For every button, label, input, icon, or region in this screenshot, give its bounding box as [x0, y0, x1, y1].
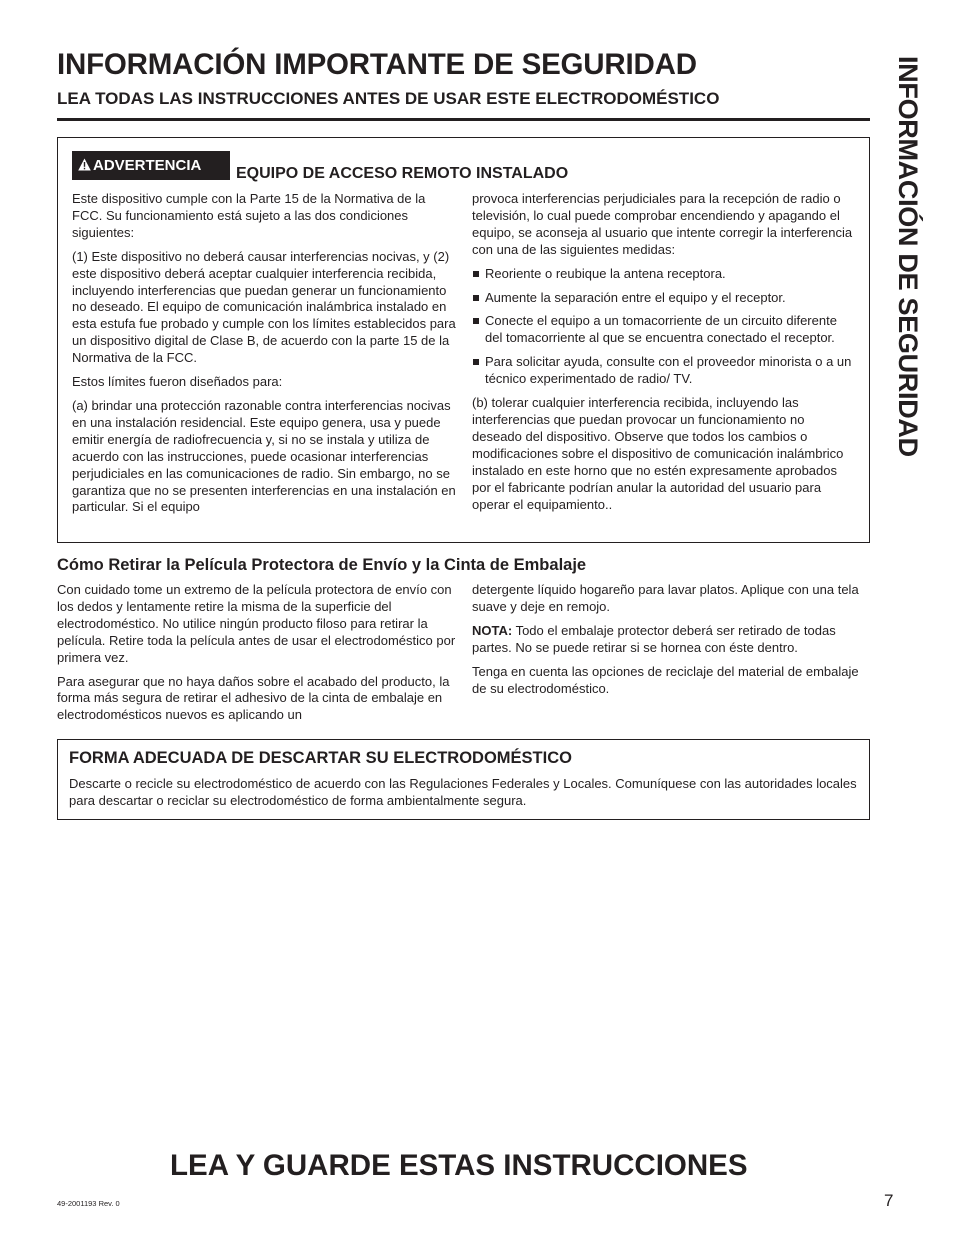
- list-item-text: Reoriente o reubique la antena receptora.: [485, 265, 726, 281]
- title-divider: [57, 118, 870, 121]
- list-item-text: Conecte el equipo a un tomacorriente de un circuito diferente del tomacorriente al que se encuentra conectado el receptor.: [485, 313, 837, 346]
- paragraph: (b) tolerar cualquier interferencia recibida, incluyendo las interferencias que puedan provocar un funcionamiento no deseado del dispositivo. Observe que todos los cambios o modificaciones sobre el dispositivo de comunicación inalámbrico instalado en este horno que no estén expresamente aprobados por el fabricante podrían anular la autoridad del usuario para operar el equipamiento..: [472, 395, 844, 512]
- list-item: [472, 354, 856, 388]
- note-paragraph: [472, 623, 874, 657]
- warning-left-column: [72, 191, 456, 523]
- paragraph: detergente líquido hogareño para lavar platos. Aplique con una tela suave y deje en remojo.: [472, 582, 859, 614]
- warning-heading: EQUIPO DE ACCESO REMOTO INSTALADO: [236, 165, 569, 182]
- side-tab-label: INFORMACIÓN DE SEGURIDAD: [893, 56, 923, 457]
- page-number: 7: [884, 1191, 894, 1210]
- removal-heading: Cómo Retirar la Película Protectora de Envío y la Cinta de Embalaje: [57, 556, 587, 574]
- warning-triangle-icon: [78, 158, 91, 171]
- warning-label: [72, 151, 230, 180]
- footer-title: LEA Y GUARDE ESTAS INSTRUCCIONES: [170, 1149, 748, 1182]
- page-title: INFORMACIÓN IMPORTANTE DE SEGURIDAD: [57, 48, 697, 81]
- bullet-square-icon: [473, 318, 479, 324]
- list-item: [472, 290, 856, 307]
- paragraph: Tenga en cuenta las opciones de reciclaje del material de embalaje de su electrodoméstico.: [472, 663, 859, 696]
- list-item: [472, 266, 856, 283]
- removal-right-column: [472, 582, 874, 704]
- paragraph: provoca interferencias perjudiciales para la recepción de radio o televisión, lo cual puede comprobar encendiendo y apagando el equipo, se aconseja al usuario que intente corregir la interferencia con una de las siguientes medidas:: [472, 191, 853, 257]
- paragraph: Para asegurar que no haya daños sobre el acabado del producto, la forma más segura de retirar el adhesivo de la cinta de embalaje en electrodomésticos nuevos es aplicando un: [57, 673, 450, 723]
- paragraph: Este dispositivo cumple con la Parte 15 de la Normativa de la FCC. Su funcionamiento está sujeto a las dos condiciones siguientes:: [72, 191, 426, 240]
- paragraph: (1) Este dispositivo no deberá causar interferencias nocivas, y (2) este dispositivo deberá aceptar cualquier interferencia recibida, incluyendo interferencias que puedan generar un funcionamiento no deseado. El equipo de comunicación inalámbrica instalado en esta estufa fue probado y cumple con los límites establecidos para un dispositivo digital de Clase B, de acuerdo con la parte 15 de la Normativa de la FCC.: [72, 248, 456, 366]
- paragraph: (a) brindar una protección razonable contra interferencias nocivas en una instalación residencial. Este equipo genera, usa y puede emitir energía de radiofrecuencia y, si no se instala y utiliza de acuerdo con las instrucciones, puede ocasionar interferencias perjudiciales en las comunicaciones de radio. Sin embargo, no se garantiza que no se presenten interferencias en una instalación en particular. Si el equipo: [72, 397, 456, 515]
- paragraph: Con cuidado tome un extremo de la película protectora de envío con los dedos y lentamente retire la misma de la superficie del electrodoméstico. No utilice ningún producto filoso para retirar la película. Retire toda la película antes de usar el electrodoméstico por primera vez.: [57, 582, 456, 665]
- disposal-heading: FORMA ADECUADA DE DESCARTAR SU ELECTRODOMÉSTICO: [69, 749, 572, 767]
- list-item-text: Aumente la separación entre el equipo y el receptor.: [485, 289, 786, 305]
- list-item-text: Para solicitar ayuda, consulte con el proveedor minorista o a un técnico experimentado de radio/ TV.: [485, 354, 852, 387]
- disposal-text: Descarte o recicle su electrodoméstico de acuerdo con las Regulaciones Federales y Locales. Comuníquese con las autoridades locales para descartar o reciclar su electrodoméstico de forma ambientalmente segura.: [69, 776, 857, 808]
- warning-right-column: [472, 191, 856, 520]
- note-label: NOTA:: [472, 622, 513, 638]
- bullet-square-icon: [473, 271, 479, 277]
- warning-label-text: ADVERTENCIA: [93, 157, 202, 174]
- removal-left-column: [57, 582, 459, 731]
- bullet-square-icon: [473, 295, 479, 301]
- note-text: Todo el embalaje protector deberá ser retirado de todas partes. No se puede retirar si se hornea con éste dentro.: [472, 622, 836, 655]
- page-subtitle: LEA TODAS LAS INSTRUCCIONES ANTES DE USAR ESTE ELECTRODOMÉSTICO: [57, 89, 720, 108]
- list-item: [472, 313, 856, 347]
- bullet-square-icon: [473, 359, 479, 365]
- document-number: 49-2001193 Rev. 0: [57, 1199, 120, 1208]
- paragraph: Estos límites fueron diseñados para:: [72, 374, 283, 390]
